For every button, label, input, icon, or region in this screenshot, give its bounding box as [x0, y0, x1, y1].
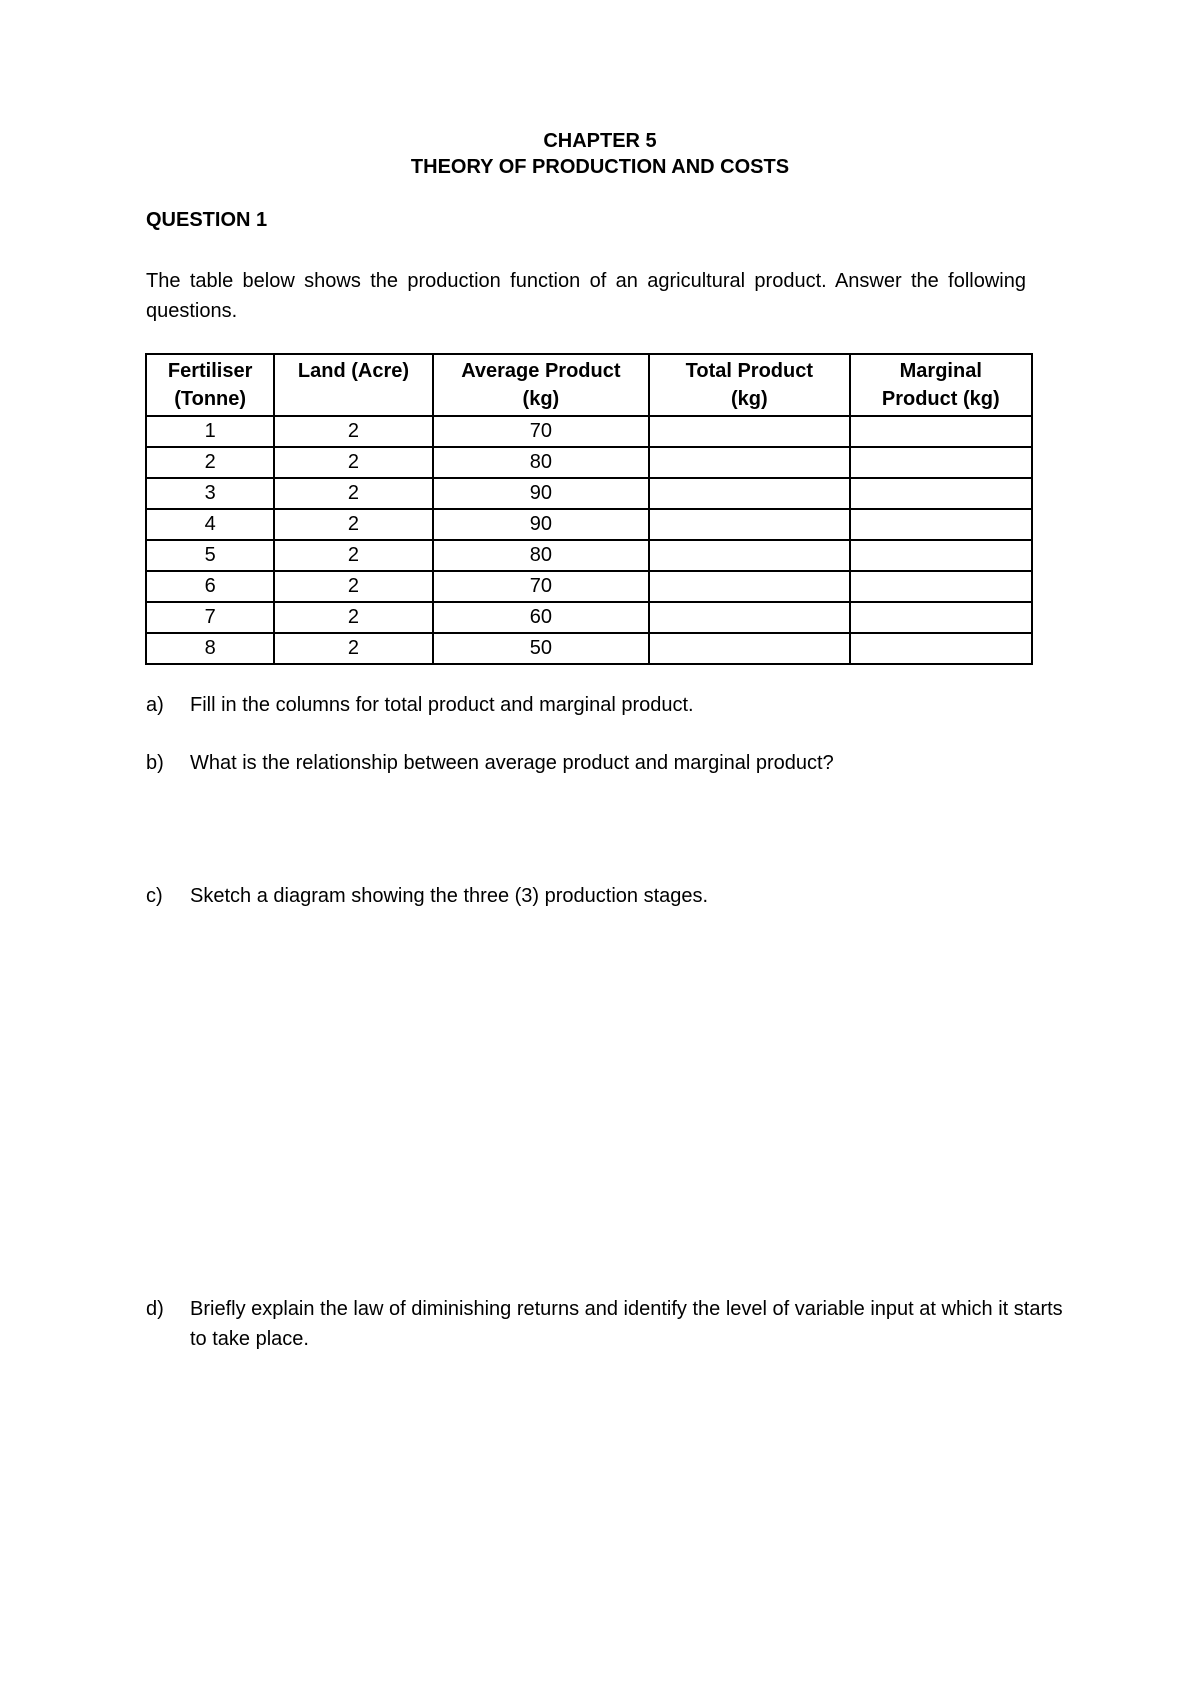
- chapter-title: THEORY OF PRODUCTION AND COSTS: [410, 156, 790, 178]
- question-letter: b): [146, 752, 164, 774]
- question-letter: c): [146, 885, 163, 907]
- cell-fertiliser: 8: [146, 633, 274, 664]
- cell-total-product[interactable]: [649, 571, 849, 602]
- cell-average-product: 80: [433, 540, 649, 571]
- header-fertiliser: [146, 354, 274, 416]
- header-land: [274, 354, 432, 416]
- cell-fertiliser: 5: [146, 540, 274, 571]
- header-line: Total Product: [685, 360, 814, 382]
- cell-marginal-product[interactable]: [850, 447, 1032, 478]
- cell-total-product[interactable]: [649, 540, 849, 571]
- cell-fertiliser: 2: [146, 447, 274, 478]
- header-line: Marginal: [899, 360, 982, 382]
- question-heading: QUESTION 1: [146, 209, 268, 231]
- header-line: Average Product: [461, 360, 621, 382]
- cell-land: 2: [274, 447, 432, 478]
- cell-marginal-product[interactable]: [850, 571, 1032, 602]
- cell-total-product[interactable]: [649, 416, 849, 447]
- cell-total-product[interactable]: [649, 633, 849, 664]
- question-letter: a): [146, 694, 164, 716]
- table-row: [146, 633, 1032, 664]
- cell-land: 2: [274, 478, 432, 509]
- cell-marginal-product[interactable]: [850, 478, 1032, 509]
- cell-land: 2: [274, 509, 432, 540]
- chapter-number: CHAPTER 5: [543, 130, 657, 152]
- cell-land: 2: [274, 633, 432, 664]
- question-text: What is the relationship between average product and marginal product?: [190, 752, 834, 774]
- cell-fertiliser: 7: [146, 602, 274, 633]
- question-text: Briefly explain the law of diminishing returns and identify the level of variable input at which it starts to take place.: [190, 1298, 1063, 1350]
- header-line: Fertiliser: [167, 360, 253, 382]
- cell-average-product: 50: [433, 633, 649, 664]
- cell-average-product: 80: [433, 447, 649, 478]
- cell-total-product[interactable]: [649, 602, 849, 633]
- table-row: [146, 478, 1032, 509]
- cell-marginal-product[interactable]: [850, 540, 1032, 571]
- question-text: Fill in the columns for total product and marginal product.: [190, 694, 694, 716]
- cell-total-product[interactable]: [649, 478, 849, 509]
- cell-average-product: 90: [433, 509, 649, 540]
- cell-marginal-product[interactable]: [850, 509, 1032, 540]
- cell-average-product: 90: [433, 478, 649, 509]
- header-line: Land (Acre): [297, 360, 410, 382]
- header-line: Product (kg): [881, 388, 1000, 410]
- table-row: [146, 509, 1032, 540]
- header-line: (kg): [522, 388, 560, 410]
- header-marginal-product: [850, 354, 1032, 416]
- cell-marginal-product[interactable]: [850, 602, 1032, 633]
- question-text: Sketch a diagram showing the three (3) production stages.: [190, 885, 709, 907]
- cell-land: 2: [274, 571, 432, 602]
- cell-fertiliser: 1: [146, 416, 274, 447]
- question-letter: d): [146, 1298, 164, 1320]
- header-average-product: [433, 354, 649, 416]
- production-table: [145, 353, 1033, 665]
- header-line: (Tonne): [174, 388, 247, 410]
- table-row: [146, 416, 1032, 447]
- table-row: [146, 602, 1032, 633]
- cell-average-product: 70: [433, 416, 649, 447]
- cell-fertiliser: 4: [146, 509, 274, 540]
- cell-total-product[interactable]: [649, 509, 849, 540]
- table-row: [146, 447, 1032, 478]
- cell-average-product: 60: [433, 602, 649, 633]
- cell-land: 2: [274, 540, 432, 571]
- cell-total-product[interactable]: [649, 447, 849, 478]
- cell-marginal-product[interactable]: [850, 416, 1032, 447]
- cell-marginal-product[interactable]: [850, 633, 1032, 664]
- cell-fertiliser: 6: [146, 571, 274, 602]
- title-block: [0, 128, 1200, 180]
- table-header-row: [146, 354, 1032, 416]
- header-total-product: [649, 354, 849, 416]
- cell-land: 2: [274, 416, 432, 447]
- cell-land: 2: [274, 602, 432, 633]
- table-row: [146, 571, 1032, 602]
- cell-fertiliser: 3: [146, 478, 274, 509]
- table-row: [146, 540, 1032, 571]
- question-intro: The table below shows the production function of an agricultural product. Answer the following questions.: [146, 270, 1026, 322]
- cell-average-product: 70: [433, 571, 649, 602]
- header-line: (kg): [730, 388, 768, 410]
